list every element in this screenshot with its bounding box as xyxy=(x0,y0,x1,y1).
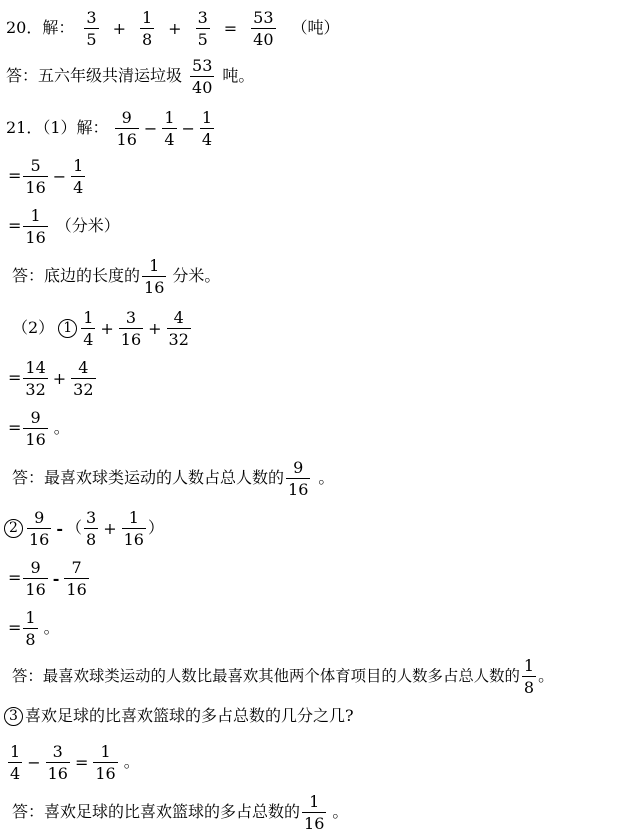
fraction: $\frac{1}{8}$ xyxy=(25,607,36,649)
q20-answer xyxy=(6,52,254,100)
q20-label: 20．解： xyxy=(6,18,75,37)
right-paren: ） xyxy=(147,518,164,537)
equals-sign: = xyxy=(8,418,22,437)
q21-part3-line3 xyxy=(8,604,60,652)
answer-text: 答：底边的长度的 xyxy=(12,266,141,285)
equals-sign: = xyxy=(8,618,22,637)
period: 。 xyxy=(332,802,349,821)
fraction: $\frac{1}{16}$ xyxy=(95,741,116,783)
q21-part3-line1 xyxy=(4,504,164,552)
answer-suffix: 吨。 xyxy=(222,66,255,85)
period: 。 xyxy=(43,618,60,637)
fraction: $\frac{5}{16}$ xyxy=(25,155,46,197)
q21-part2-line2 xyxy=(8,354,98,402)
equals-sign: = xyxy=(8,568,22,587)
q21-part1-answer xyxy=(12,252,220,300)
q21-part4-question xyxy=(4,696,354,736)
fraction: 9 16 xyxy=(288,457,309,499)
q21-part4-line1 xyxy=(6,738,140,786)
answer-text: 答：喜欢足球的比喜欢篮球的多占总数的 xyxy=(12,802,301,821)
plus-sign: + xyxy=(112,18,126,38)
equals-sign: = xyxy=(8,368,22,387)
fraction: 9 16 xyxy=(29,507,50,549)
answer-suffix: 分米。 xyxy=(172,266,221,285)
q21-part3-answer xyxy=(12,652,554,700)
circled-number-3: 3 xyxy=(4,707,23,726)
period: 。 xyxy=(123,752,140,771)
q21-part3-line2 xyxy=(8,554,91,602)
plus-sign: + xyxy=(100,318,114,338)
equals-sign: = xyxy=(8,216,22,235)
question-text: 喜欢足球的比喜欢篮球的多占总数的几分之几? xyxy=(25,706,354,725)
fraction: 9 16 xyxy=(116,107,137,149)
q21-part2-answer xyxy=(12,454,334,502)
equals-sign: = xyxy=(223,18,238,38)
q20-solution-line xyxy=(6,4,340,52)
fraction: $\frac{3}{16}$ xyxy=(120,307,142,349)
equals-sign: = xyxy=(74,752,89,772)
answer-text: 答：五六年级共清运垃圾 xyxy=(6,66,183,85)
plus-sign: + xyxy=(52,368,67,388)
period: 。 xyxy=(53,418,70,437)
answer-text: 答：最喜欢球类运动的人数占总人数的 xyxy=(12,468,285,487)
fraction: $\frac{9}{16}$ xyxy=(25,557,46,599)
q21-part1-line2 xyxy=(8,152,87,200)
circled-number-2: 2 xyxy=(4,519,23,538)
q21-part4-answer xyxy=(12,788,348,836)
unit-label: （吨） xyxy=(291,18,340,37)
minus-sign: − xyxy=(181,118,195,138)
fraction: 3 8 xyxy=(86,507,97,549)
q21-part2-line3 xyxy=(8,404,70,452)
left-paren: （ xyxy=(66,518,83,537)
q21-part2-line1 xyxy=(12,304,193,352)
fraction: $\frac{4}{32}$ xyxy=(73,357,94,399)
part-label: （2） xyxy=(12,318,55,337)
fraction: 7 16 xyxy=(66,557,87,599)
fraction: $\frac{1}{4}$ xyxy=(73,155,84,197)
fraction: $\frac{9}{16}$ xyxy=(25,407,46,449)
plus-sign: + xyxy=(103,518,117,538)
fraction: $\frac{53}{40}$ xyxy=(253,7,274,49)
equals-sign: = xyxy=(8,166,22,185)
q21-part1-line3 xyxy=(8,202,120,250)
fraction: 1 4 xyxy=(10,741,21,783)
minus-sign: - xyxy=(56,518,63,538)
plus-sign: + xyxy=(168,18,182,38)
q21-part1-line1 xyxy=(6,104,216,152)
fraction: 1 8 xyxy=(523,655,535,697)
fraction: 1 16 xyxy=(304,791,325,833)
fraction: 1 4 xyxy=(83,307,94,349)
fraction: 53 40 xyxy=(192,55,213,97)
plus-sign: + xyxy=(148,318,162,338)
fraction: $\frac{1}{16}$ xyxy=(25,205,46,247)
unit-label: （分米） xyxy=(55,216,120,235)
fraction: $\frac{1}{4}$ xyxy=(164,107,175,149)
minus-sign: − xyxy=(143,118,158,138)
fraction: $\frac{1}{4}$ xyxy=(201,107,213,149)
fraction: $\frac{1}{16}$ xyxy=(123,507,144,549)
fraction: $\frac{4}{32}$ xyxy=(168,307,189,349)
answer-text: 答：最喜欢球类运动的人数比最喜欢其他两个体育项目的人数多占总人数的 xyxy=(12,667,520,685)
period: 。 xyxy=(318,468,335,487)
circled-number-1: 1 xyxy=(58,319,77,338)
fraction: $\frac{14}{32}$ xyxy=(25,357,46,399)
fraction: 3 5 xyxy=(86,7,97,49)
minus-sign: - xyxy=(52,568,60,588)
minus-sign: − xyxy=(27,752,41,772)
fraction: 1 16 xyxy=(144,255,165,297)
period: 。 xyxy=(538,666,555,685)
fraction: $\frac{3}{16}$ xyxy=(47,741,68,783)
q21-label: 21．（1）解： xyxy=(6,118,109,137)
fraction: $\frac{3}{5}$ xyxy=(197,7,208,49)
fraction: $\frac{1}{8}$ xyxy=(141,7,153,49)
minus-sign: − xyxy=(52,166,67,186)
